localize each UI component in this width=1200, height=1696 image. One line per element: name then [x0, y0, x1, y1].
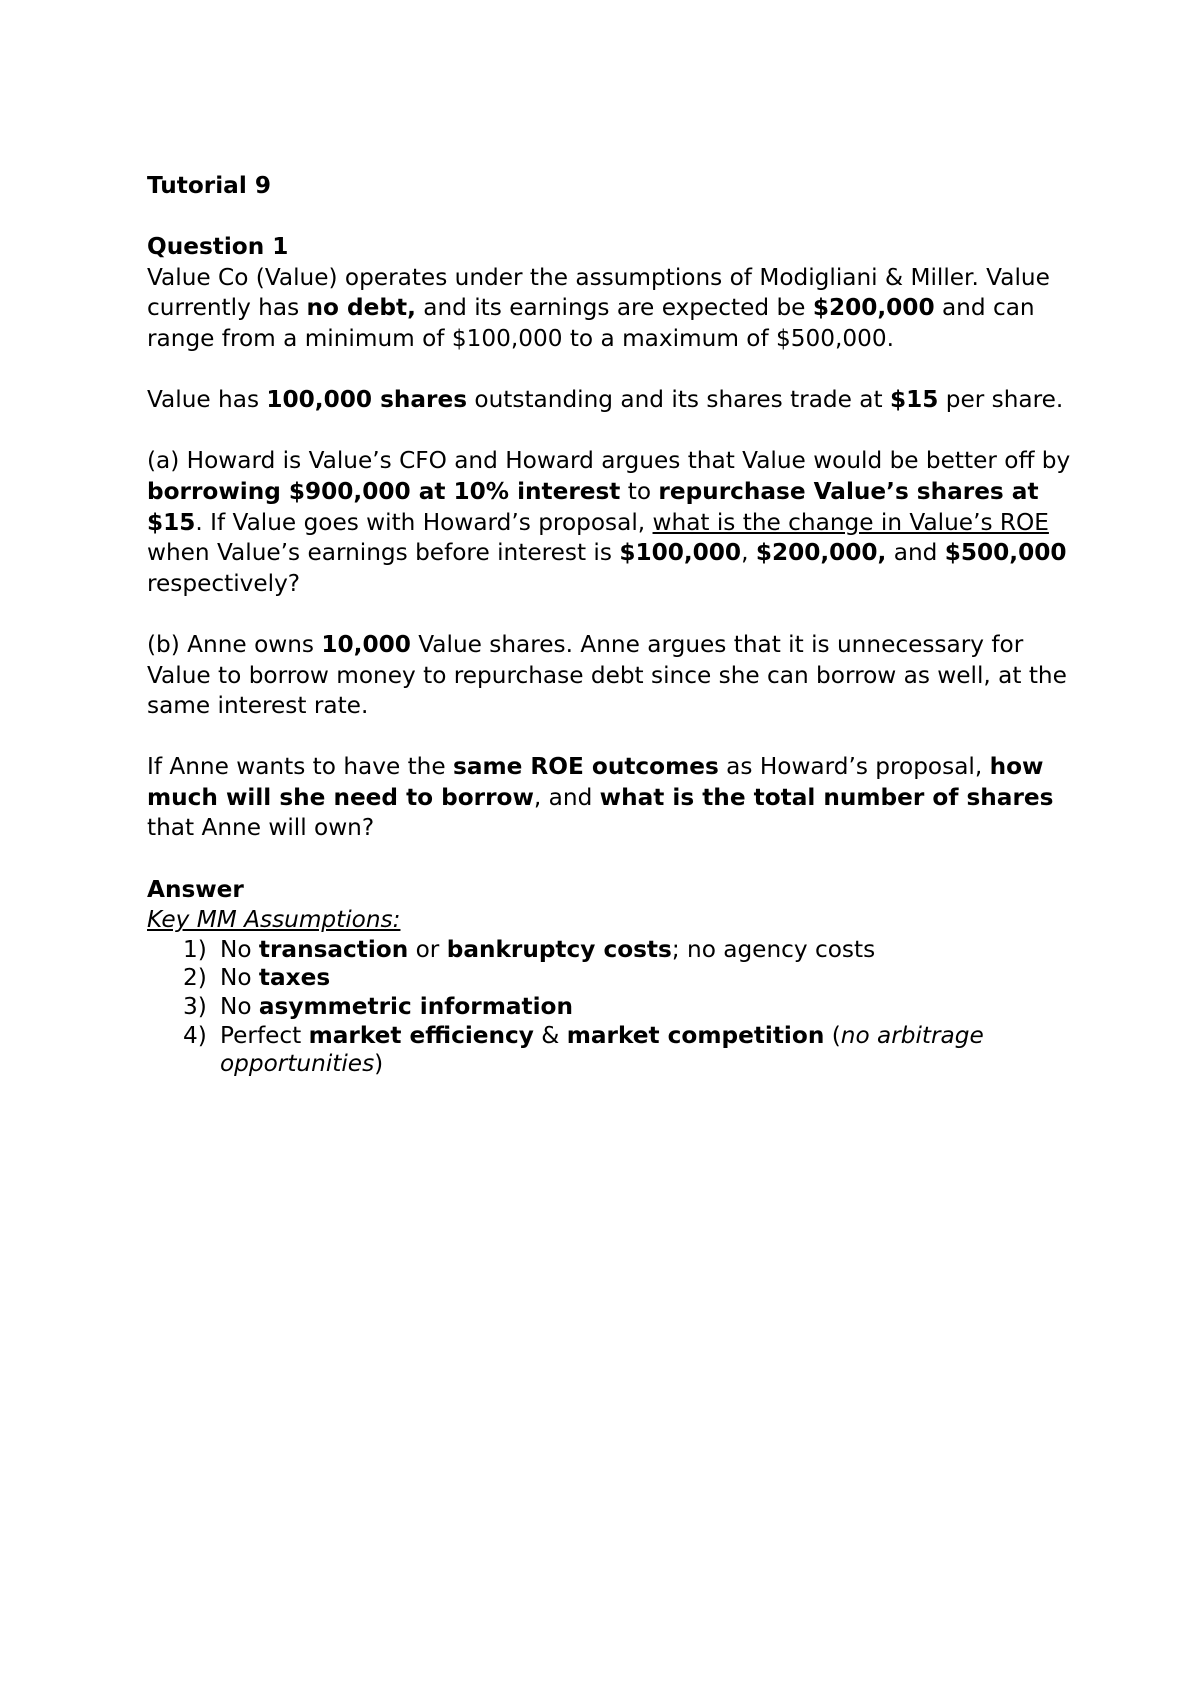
assumption-item: 1) No transaction or bankruptcy costs; no agency costs	[183, 935, 876, 963]
list-number: 3)	[183, 993, 207, 1021]
list-number: 1)	[183, 935, 207, 963]
assumption-item: 2) No taxes	[183, 964, 331, 992]
document-body	[147, 171, 1077, 1079]
question-intro-paragraph: Value Co (Value) operates under the assumptions of Modigliani & Miller. Value currently has no debt, and its earnings are expected be $200,000 and can range from a minimum of $100,000 to a maximum of $500,000.	[147, 263, 1050, 352]
assumption-item: 4) Perfect market efficiency & market competition (no arbitrage opportunities)	[183, 1021, 984, 1078]
document-title: Tutorial 9	[147, 172, 271, 199]
assumptions-heading: Key MM Assumptions:	[147, 906, 401, 934]
list-number: 4)	[183, 1021, 207, 1049]
answer-heading: Answer	[147, 875, 244, 903]
assumptions-list	[147, 936, 1077, 1079]
shares-paragraph: Value has 100,000 shares outstanding and its shares trade at $15 per share.	[147, 386, 1064, 414]
part-a-paragraph: (a) Howard is Value’s CFO and Howard argues that Value would be better off by borrowing $900,000 at 10% interest to repurchase Value’s shares at $15. If Value goes with Howard’s proposal, what is the change in Value’s ROE when Value’s earnings before interest is $100,000, $200,000, and $500,000 respectively?	[147, 447, 1071, 597]
part-b-question-paragraph: If Anne wants to have the same ROE outcomes as Howard’s proposal, how much will she need to borrow, and what is the total number of shares that Anne will own?	[147, 753, 1054, 842]
question-heading: Question 1	[147, 233, 289, 261]
part-b-paragraph: (b) Anne owns 10,000 Value shares. Anne argues that it is unnecessary for Value to borrow money to repurchase debt since she can borrow as well, at the same interest rate.	[147, 630, 1067, 720]
list-number: 2)	[183, 964, 207, 992]
assumption-item: 3) No asymmetric information	[183, 993, 573, 1021]
